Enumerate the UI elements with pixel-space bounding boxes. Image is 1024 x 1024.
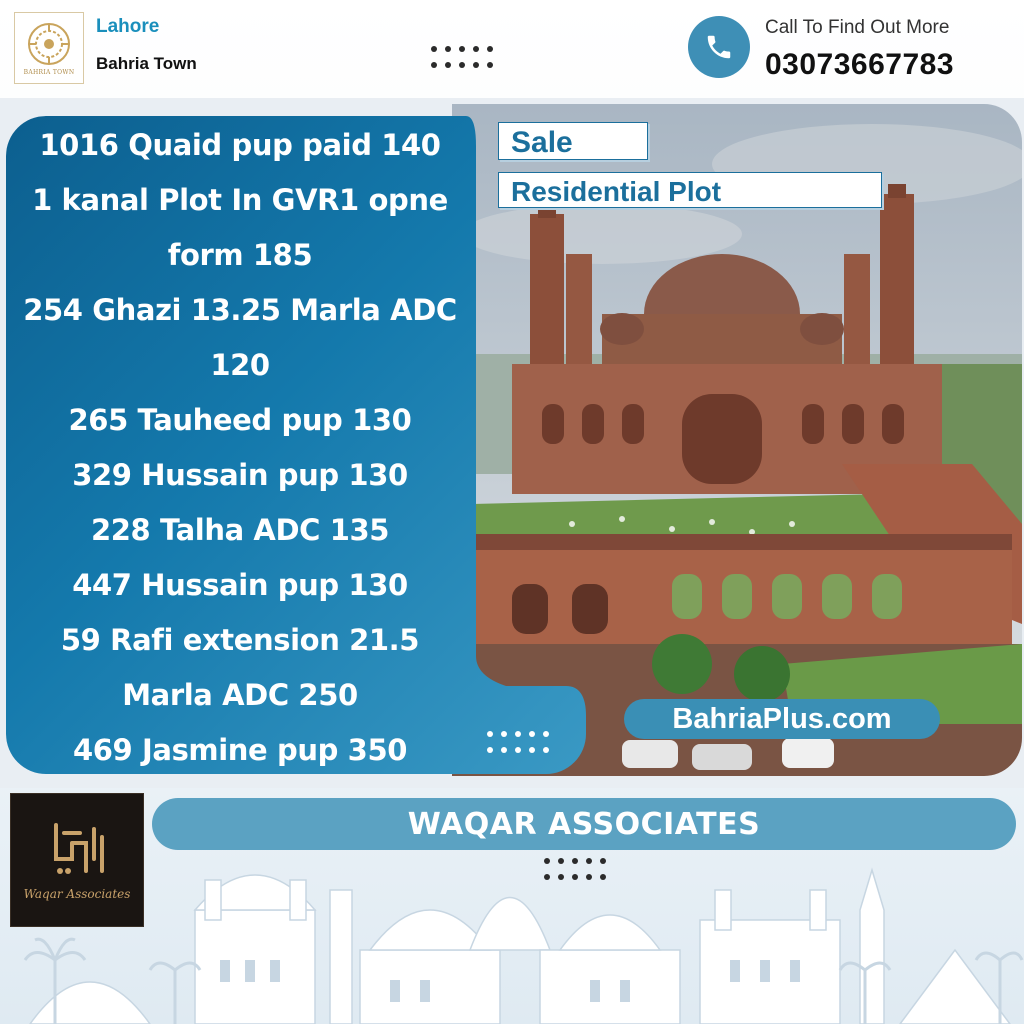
city-label: Lahore [96,16,160,37]
listing-line: 1 kanal Plot In GVR1 opne [32,183,448,217]
agency-logo-caption: Waqar Associates [23,887,131,901]
listing-line: 469 Jasmine pup 350 [72,733,407,767]
listing-line: 1016 Quaid pup paid 140 [39,128,441,162]
website-link[interactable]: BahriaPlus.com [624,699,940,739]
listing-line: 329 Hussain pup 130 [72,458,408,492]
listing-line: 228 Talha ADC 135 [90,513,390,547]
purpose-tag: Sale [498,122,648,160]
bahria-emblem-icon [26,21,72,67]
area-label: Bahria Town [96,54,197,73]
lahore-skyline-illustration [0,850,1024,1024]
call-button[interactable] [688,16,750,78]
logo-caption: BAHRIA TOWN [23,68,75,76]
listing-line: form 185 [167,238,313,272]
listing-line: 59 Rafi extension 21.5 [60,623,420,657]
listing-line: Marla ADC 250 [122,678,358,712]
agency-name: WAQAR ASSOCIATES [152,798,1016,850]
listing-line: 120 [210,348,270,382]
listing-line: 254 Ghazi 13.25 Marla ADC [23,293,457,327]
call-label: Call To Find Out More [765,17,950,38]
phone-number[interactable]: 03073667783 [765,48,955,81]
listing-line: 265 Tauheed pup 130 [68,403,412,437]
property-type-tag: Residential Plot [498,172,882,208]
decorative-dots [431,46,501,68]
decorative-dots-light [487,731,557,753]
phone-icon [704,32,734,62]
listing-text [14,118,466,778]
listing-line: 447 Hussain pup 130 [72,568,408,602]
bahria-town-logo [14,12,84,84]
